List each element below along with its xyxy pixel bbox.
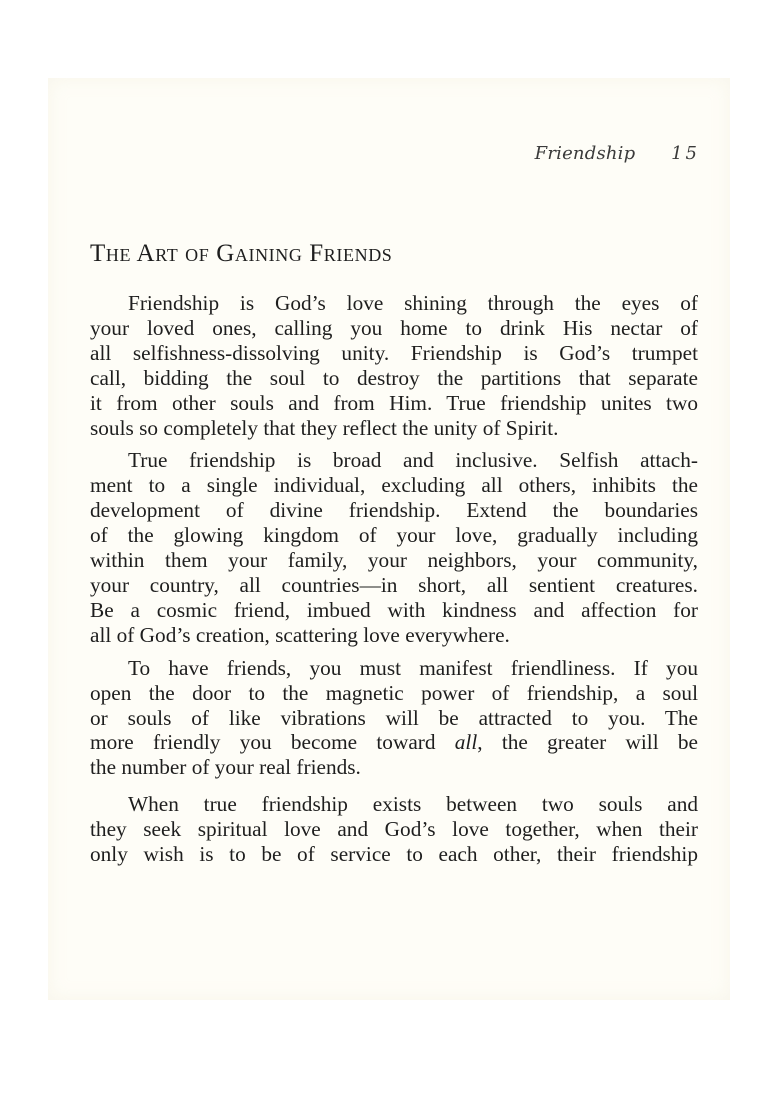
text-line-with-emphasis [90,730,698,755]
paragraph-2 [90,448,698,647]
text-line: Friendship is God’s love shining through the eyes of [128,291,698,315]
text-line: call, bidding the soul to destroy the partitions that separate [90,365,698,390]
running-head [48,143,700,164]
text-line: When true friendship exists between two souls and [128,792,698,817]
paragraph-3 [90,656,698,781]
book-page [48,78,730,1000]
text-line: Be a cosmic friend, imbued with kindness and affection for [90,597,698,622]
text-line: souls so completely that they reflect the unity of Spirit. [90,415,559,440]
text-line: open the door to the magnetic power of friendship, a soul [90,680,698,705]
text-line: development of divine friendship. Extend the boundaries [90,498,698,523]
text-line: they seek spiritual love and God’s love together, when their [90,817,698,842]
page-number: 15 [671,143,700,164]
text-line: To have friends, you must manifest friendliness. If you [128,655,698,680]
text-line: your loved ones, calling you home to drink His nectar of [90,315,698,340]
paragraph-4 [90,792,698,867]
text-line: ment to a single individual, excluding all others, inhibits the [90,473,698,498]
text-line: only wish is to be of service to each other, their friendship [90,842,698,867]
text-line: your country, all countries—in short, all sentient creatures. [90,572,698,597]
text-line: or souls of like vibrations will be attracted to you. The [90,705,698,730]
paragraph-1 [90,291,698,440]
text-fragment: , the greater will be [477,730,698,755]
text-fragment: more friendly you become toward [90,730,455,755]
running-head-section-title: Friendship [534,143,636,164]
text-line: all of God’s creation, scattering love everywhere. [90,622,510,647]
chapter-title: The Art of Gaining Friends [90,240,393,267]
text-line: all selfishness-dissolving unity. Friendship is God’s trumpet [90,340,698,365]
text-line: within them your family, your neighbors, your community, [90,548,698,573]
body-text [90,291,698,875]
text-line: the number of your real friends. [90,755,361,780]
text-line: it from other souls and from Him. True friendship unites two [90,390,698,415]
text-line: of the glowing kingdom of your love, gradually including [90,523,698,548]
text-line: True friendship is broad and inclusive. Selfish attach- [128,448,698,473]
emphasis-all: all [454,730,478,755]
